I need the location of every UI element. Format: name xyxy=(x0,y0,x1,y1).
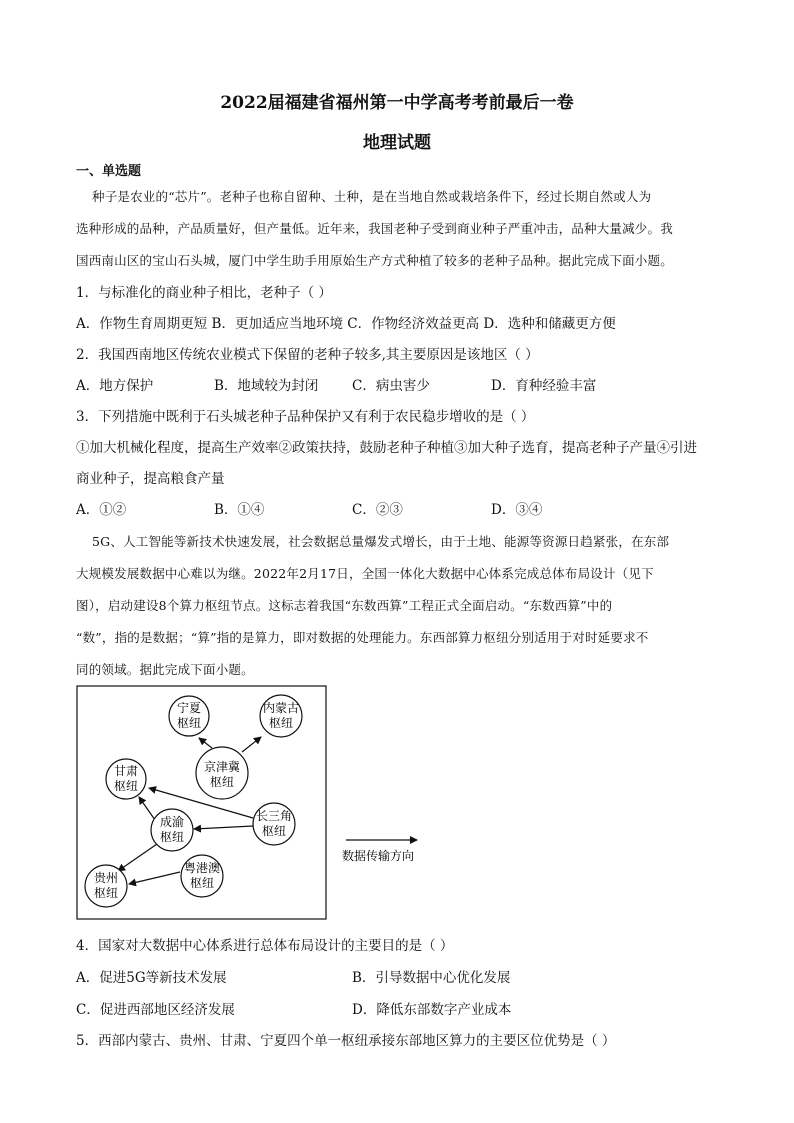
arrow-jingjinji-neimenggu xyxy=(242,737,261,752)
question-4-stem: 4．国家对大数据中心体系进行总体布局设计的主要目的是（ ） xyxy=(76,938,454,954)
arrow-chengyu-guizhou xyxy=(118,844,157,871)
passage2-line3: 图），启动建设8个算力枢纽节点。这标志着我国“东数西算”工程正式全面启动。“东数西算”中的 xyxy=(76,598,613,613)
svg-text:成渝: 成渝 xyxy=(159,815,185,829)
question-4-option-a: A．促进5G等新技术发展 xyxy=(76,970,227,986)
node-yuegangao xyxy=(181,855,223,897)
arrow-yuegangao-guizhou xyxy=(129,872,180,884)
passage1-line3: 国西南山区的宝山石头城，厦门中学生助手用原始生产方式种植了较多的老种子品种。据此完成下面小题。 xyxy=(76,253,673,268)
svg-text:京津冀: 京津冀 xyxy=(203,760,241,774)
subject-title: 地理试题 xyxy=(363,133,431,153)
question-3-stem: 3．下列措施中既利于石头城老种子品种保护又有利于农民稳步增收的是（ ） xyxy=(76,409,535,425)
passage1-line1: 种子是农业的“芯片”。老种子也称自留种、土种，是在当地自然或栽培条件下，经过长期自然或人为 xyxy=(92,189,652,204)
question-3-items-line2: 商业种子，提高粮食产量 xyxy=(76,471,225,487)
question-2-option-d: D．育种经验丰富 xyxy=(491,378,597,394)
question-4-option-d: D．降低东部数字产业成本 xyxy=(352,1002,512,1018)
node-changsanjiao xyxy=(253,803,295,845)
arrow-jingjinji-ningxia xyxy=(199,738,212,748)
question-2-option-c: C．病虫害少 xyxy=(352,378,430,394)
question-1-stem: 1．与标准化的商业种子相比，老种子（ ） xyxy=(76,285,332,301)
legend-label: 数据传输方向 xyxy=(342,849,415,863)
section-heading: 一、单选题 xyxy=(76,164,142,179)
question-3-option-d: D．③④ xyxy=(491,502,543,518)
node-guizhou xyxy=(85,865,127,907)
passage2-line1: 5G、人工智能等新技术快速发展，社会数据总量爆发式增长，由于土地、能源等资源日趋紧张，在东部 xyxy=(92,534,670,549)
svg-text:枢纽: 枢纽 xyxy=(176,716,202,730)
svg-text:枢纽: 枢纽 xyxy=(189,876,215,890)
question-2-option-a: A．地方保护 xyxy=(76,378,154,394)
passage2-line4: “数”，指的是数据；“算”指的是算力，即对数据的处理能力。东西部算力枢纽分别适用于对时延要求不 xyxy=(76,630,649,645)
arrow-chengyu-gansu xyxy=(139,797,155,820)
exam-title: 2022届福建省福州第一中学高考考前最后一卷 xyxy=(220,93,574,113)
passage2-line5: 同的领域。据此完成下面小题。 xyxy=(76,662,254,677)
node-neimenggu xyxy=(260,695,302,737)
question-3-items-line1: ①加大机械化程度，提高生产效率②政策扶持，鼓励老种子种植③加大种子选育，提高老种子产量④引进 xyxy=(76,440,697,456)
svg-text:长三角: 长三角 xyxy=(255,809,293,823)
node-chengyu xyxy=(151,809,193,851)
arrow-changsanjiao-chengyu xyxy=(194,826,253,829)
question-3-option-c: C．②③ xyxy=(352,502,403,518)
question-5-stem: 5．西部内蒙古、贵州、甘肃、宁夏四个单一枢纽承接东部地区算力的主要区位优势是（ ） xyxy=(76,1033,616,1049)
svg-text:枢纽: 枢纽 xyxy=(113,779,139,793)
svg-text:甘肃: 甘肃 xyxy=(113,764,139,778)
node-gansu xyxy=(106,759,146,799)
svg-text:枢纽: 枢纽 xyxy=(209,775,235,789)
passage2-line2: 大规模发展数据中心难以为继。2022年2月17日，全国一体化大数据中心体系完成总体布局设计（见下 xyxy=(76,566,654,581)
question-4-option-b: B．引导数据中心优化发展 xyxy=(352,970,511,986)
svg-text:枢纽: 枢纽 xyxy=(268,716,294,730)
question-3-option-a: A．①② xyxy=(76,502,127,518)
question-2-option-b: B．地域较为封闭 xyxy=(214,378,319,394)
svg-text:枢纽: 枢纽 xyxy=(159,830,185,844)
passage1-line2: 选种形成的品种，产品质量好，但产量低。近年来，我国老种子受到商业种子严重冲击，品种大量减少。我 xyxy=(76,221,673,236)
question-2-stem: 2．我国西南地区传统农业模式下保留的老种子较多,其主要原因是该地区（ ） xyxy=(76,347,539,363)
svg-text:枢纽: 枢纽 xyxy=(261,824,287,838)
question-3-option-b: B．①④ xyxy=(214,502,265,518)
question-1-options: A．作物生育周期更短 B．更加适应当地环境 C．作物经济效益更高 D．选种和储藏更方便 xyxy=(76,316,616,332)
svg-text:贵州: 贵州 xyxy=(93,871,119,885)
svg-text:枢纽: 枢纽 xyxy=(93,886,119,900)
svg-text:粤港澳: 粤港澳 xyxy=(183,861,221,875)
svg-text:内蒙古: 内蒙古 xyxy=(262,701,300,715)
svg-text:宁夏: 宁夏 xyxy=(176,701,202,715)
node-ningxia xyxy=(169,696,209,736)
node-jingjinji xyxy=(196,747,248,799)
question-4-option-c: C．促进西部地区经济发展 xyxy=(76,1002,235,1018)
